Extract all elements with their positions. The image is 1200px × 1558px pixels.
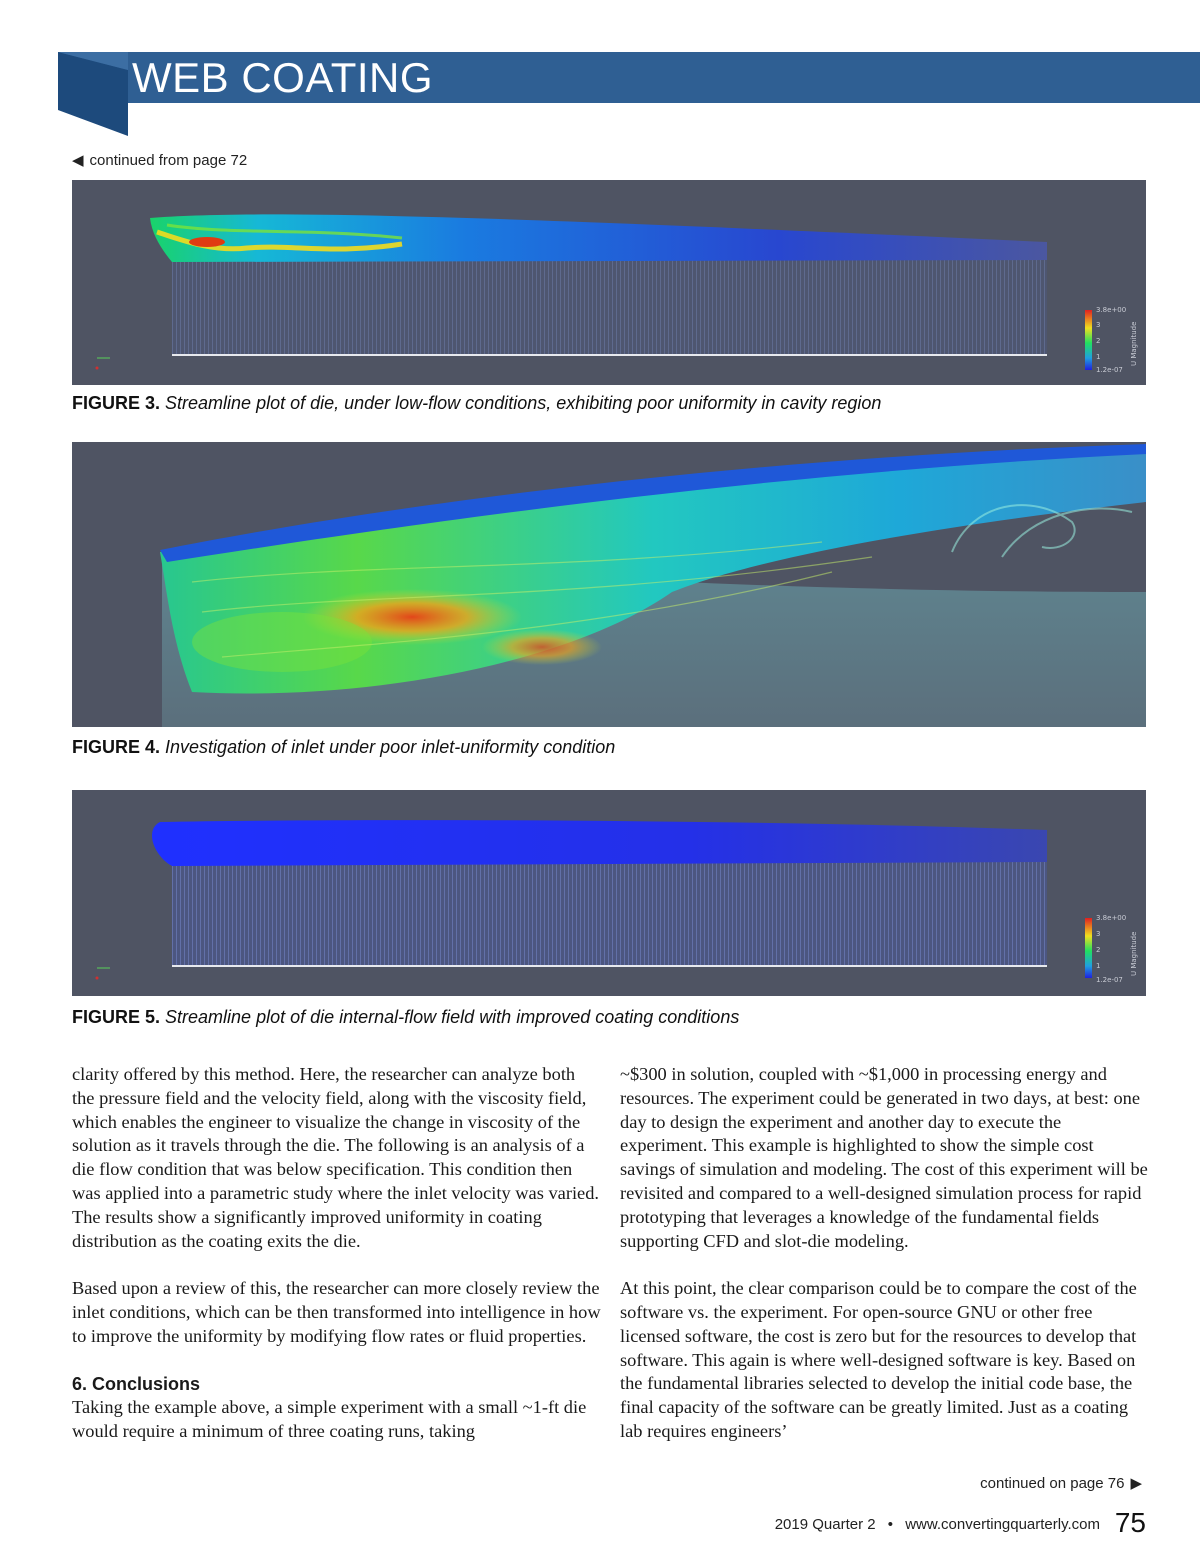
body-column-right xyxy=(620,1063,1150,1468)
legend-tick-label: 1 xyxy=(1096,962,1101,970)
axes-triad-icon xyxy=(96,358,111,370)
figure-3-image xyxy=(72,180,1146,385)
website-url: www.convertingquarterly.com xyxy=(905,1516,1100,1533)
page-number: 75 xyxy=(1114,1507,1146,1538)
legend-tick-label: 2 xyxy=(1096,337,1101,345)
legend-max-label: 3.8e+00 xyxy=(1096,914,1127,922)
axes-triad-icon xyxy=(96,968,111,980)
right-triangle-icon: ▶ xyxy=(1130,1475,1142,1492)
figure-5-image xyxy=(72,790,1146,996)
left-triangle-icon: ◀ xyxy=(72,152,84,169)
footer-bullet: • xyxy=(887,1516,894,1533)
continued-from-note: ◀ continued from page 72 xyxy=(72,152,248,169)
page-footer xyxy=(775,1516,1100,1533)
paragraph: At this point, the clear comparison could be to compare the cost of the software vs. the experiment. For open-source GNU or other free licensed software, the cost is zero but for the resources to develop that software. This again is where well-designed software is key. Based on the fundamental libraries selected to develop the initial code base, the final capacity of the software can be greatly limited. Just as a coating lab requires engineers’ xyxy=(620,1278,1137,1441)
section-title: WEB COATING xyxy=(132,54,434,101)
legend-tick-label: 2 xyxy=(1096,946,1101,954)
legend-min-label: 1.2e-07 xyxy=(1096,366,1123,374)
legend-tick-label: 3 xyxy=(1096,930,1101,938)
issue-label: 2019 Quarter 2 xyxy=(774,1516,876,1533)
section-heading: 6. Conclusions xyxy=(72,1374,201,1395)
legend-min-label: 1.2e-07 xyxy=(1096,976,1123,984)
header-accent-shape xyxy=(58,52,128,136)
paragraph: Based upon a review of this, the researcher can more closely review the inlet conditions, which can be then transformed into intelligence in how to improve the uniformity by modifying flow rates or fluid properties. xyxy=(72,1278,601,1346)
legend-title: U Magnitude xyxy=(1130,321,1138,366)
body-column-left xyxy=(72,1063,602,1468)
figure-4-caption: FIGURE 4. Investigation of inlet under poor inlet-uniformity condition xyxy=(72,737,616,757)
figure-5-caption: FIGURE 5. Streamline plot of die internal-flow field with improved coating conditions xyxy=(72,1007,740,1027)
continued-on-note: continued on page 76 ▶ xyxy=(980,1475,1142,1492)
legend-title: U Magnitude xyxy=(1130,931,1138,976)
paragraph: ~$300 in solution, coupled with ~$1,000 in processing energy and resources. The experiment could be generated in two days, at best: one day to design the experiment and another day to execute the experiment. This example is highlighted to show the simple cost savings of simulation and modeling. The cost of this experiment will be revisited and compared to a well-designed simulation process for rapid prototyping that leverages a knowledge of the fundamental fields supporting CFD and slot-die modeling. xyxy=(620,1064,1148,1251)
figure-4-image xyxy=(72,442,1146,727)
legend-tick-label: 3 xyxy=(1096,321,1101,329)
legend-max-label: 3.8e+00 xyxy=(1096,306,1127,314)
legend-tick-label: 1 xyxy=(1096,353,1101,361)
paragraph: clarity offered by this method. Here, the researcher can analyze both the pressure field and the velocity field, along with the viscosity field, which enables the engineer to visualize the change in viscosity of the solution as it travels through the die. The following is an analysis of a die flow condition that was below specification. This condition then was applied into a parametric study where the inlet velocity was varied. The results show a significantly improved uniformity in coating distribution as the coating exits the die. xyxy=(72,1064,600,1251)
paragraph: Taking the example above, a simple experiment with a small ~1-ft die would require a minimum of three coating runs, taking xyxy=(72,1397,587,1442)
figure-3-caption: FIGURE 3. Streamline plot of die, under low-flow conditions, exhibiting poor uniformity in cavity region xyxy=(72,393,882,413)
